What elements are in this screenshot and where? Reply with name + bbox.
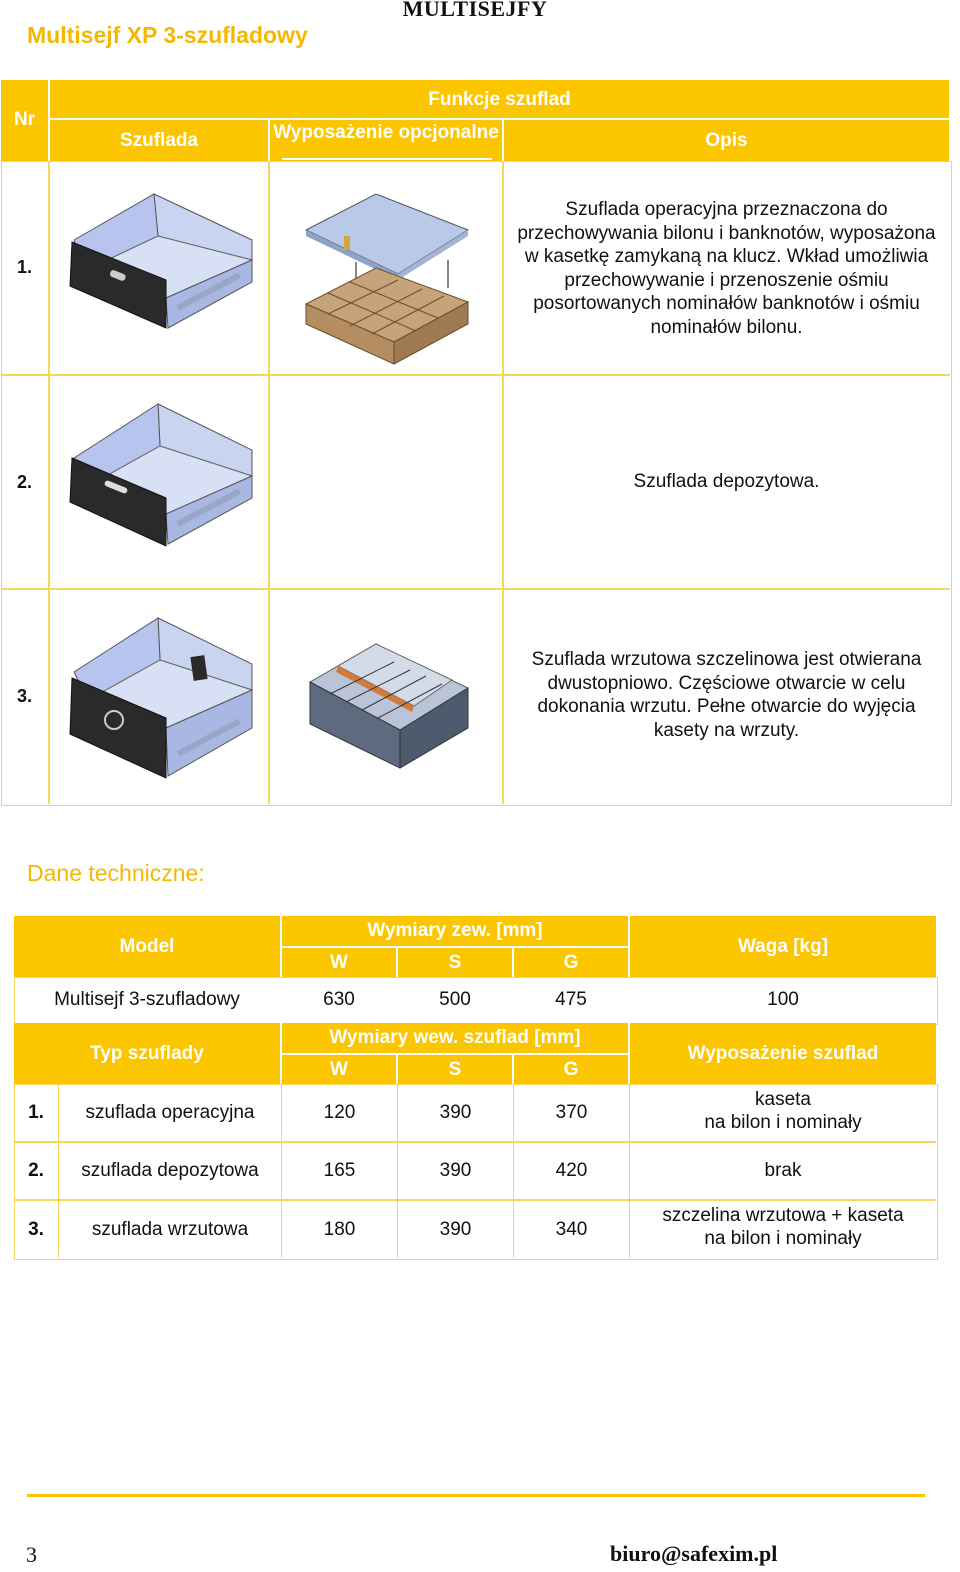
- functions-group-header: Funkcje szuflad: [428, 89, 571, 110]
- drawer-1-equipment: [630, 1088, 936, 1134]
- col-drawer-header: Szuflada: [119, 129, 199, 151]
- drawer-3-equipment-line2: na bilon i nominały: [704, 1228, 862, 1249]
- row-2-description: Szuflada depozytowa.: [633, 471, 820, 493]
- col-desc-header: Opis: [705, 129, 748, 151]
- product-title: Multisejf XP 3-szufladowy: [27, 22, 308, 48]
- weight-header: Waga [kg]: [737, 935, 829, 957]
- drawer-1-nr: 1.: [28, 1101, 44, 1123]
- drawer-1-name: szuflada operacyjna: [85, 1101, 255, 1123]
- drawer-3-equipment: [630, 1204, 936, 1250]
- int-w-header: W: [330, 1058, 348, 1080]
- model-g: 475: [555, 989, 587, 1010]
- drawer-3-name: szuflada wrzutowa: [91, 1218, 249, 1240]
- drawer-2-name: szuflada depozytowa: [81, 1160, 259, 1181]
- drawer-1-equipment-line1: kaseta: [755, 1089, 811, 1110]
- drawer-1-equipment-line2: na bilon i nominały: [704, 1112, 862, 1133]
- row-3-nr: 3.: [16, 685, 32, 706]
- drawer-2-g: 420: [555, 1160, 588, 1181]
- int-s-header: S: [448, 1058, 462, 1080]
- ext-dims-header: Wymiary zew. [mm]: [367, 920, 543, 941]
- drawer-3-nr: 3.: [28, 1218, 44, 1240]
- page-header-title: MULTISEJFY: [402, 0, 548, 21]
- int-g-header: G: [563, 1058, 579, 1080]
- row-2-nr: 2.: [16, 471, 32, 492]
- col-nr-header: Nr: [13, 109, 36, 130]
- model-w: 630: [323, 989, 355, 1010]
- drawer-type-header: Typ szuflady: [90, 1042, 204, 1064]
- drawer-2-s: 390: [439, 1160, 472, 1181]
- deposit-drawer-image: [66, 402, 256, 553]
- drawer-1-w: 120: [323, 1101, 356, 1123]
- model-s: 500: [439, 989, 471, 1010]
- operational-drawer-image: [66, 190, 256, 335]
- col-equipment-header: Wyposażenie opcjonalne: [273, 122, 499, 143]
- drawer-equipment-header: Wyposażenie szuflad: [687, 1042, 879, 1064]
- tech-data-heading: Dane techniczne:: [27, 860, 205, 886]
- row-1-description: Szuflada operacyjna przeznaczona do przechowywania bilonu i banknotów, wyposażona w kasetkę zamykaną na klucz. Wkład umożliwia przechowywanie i przenoszenie ośmiu posortowanych nominałów banknotów i ośmiu nominałów bilonu.: [517, 199, 936, 338]
- drawer-1-g: 370: [555, 1101, 588, 1123]
- drawer-3-g: 340: [555, 1218, 588, 1240]
- drawer-1-s: 390: [439, 1101, 472, 1123]
- coin-tray-image: [298, 190, 476, 375]
- ext-s-header: S: [448, 951, 462, 973]
- drawer-3-s: 390: [439, 1218, 472, 1240]
- coin-cassette-image: [302, 640, 472, 777]
- row-3-description: Szuflada wrzutowa szczelinowa jest otwierana dwustopniowo. Częściowe otwarcie w celu dokonania wrzutu. Pełne otwarcie do wyjęcia kasety na wrzuty.: [531, 649, 922, 741]
- drawer-2-w: 165: [323, 1160, 356, 1181]
- ext-g-header: G: [563, 951, 579, 973]
- footer-email[interactable]: biuro@safexim.pl: [610, 1541, 778, 1566]
- footer-divider: [27, 1494, 925, 1497]
- model-name: Multisejf 3-szufladowy: [54, 989, 240, 1010]
- slot-drawer-image: [66, 616, 256, 787]
- drawer-2-nr: 2.: [28, 1160, 44, 1181]
- model-header: Model: [119, 935, 175, 957]
- ext-w-header: W: [330, 951, 348, 973]
- row-1-nr: 1.: [16, 257, 32, 277]
- int-dims-header: Wymiary wew. szuflad [mm]: [329, 1027, 581, 1048]
- drawer-3-equipment-line1: szczelina wrzutowa + kaseta: [662, 1205, 904, 1226]
- page-number: 3: [26, 1542, 37, 1567]
- model-weight: 100: [767, 989, 799, 1010]
- drawer-3-w: 180: [323, 1218, 356, 1240]
- drawer-2-equipment: brak: [764, 1160, 802, 1181]
